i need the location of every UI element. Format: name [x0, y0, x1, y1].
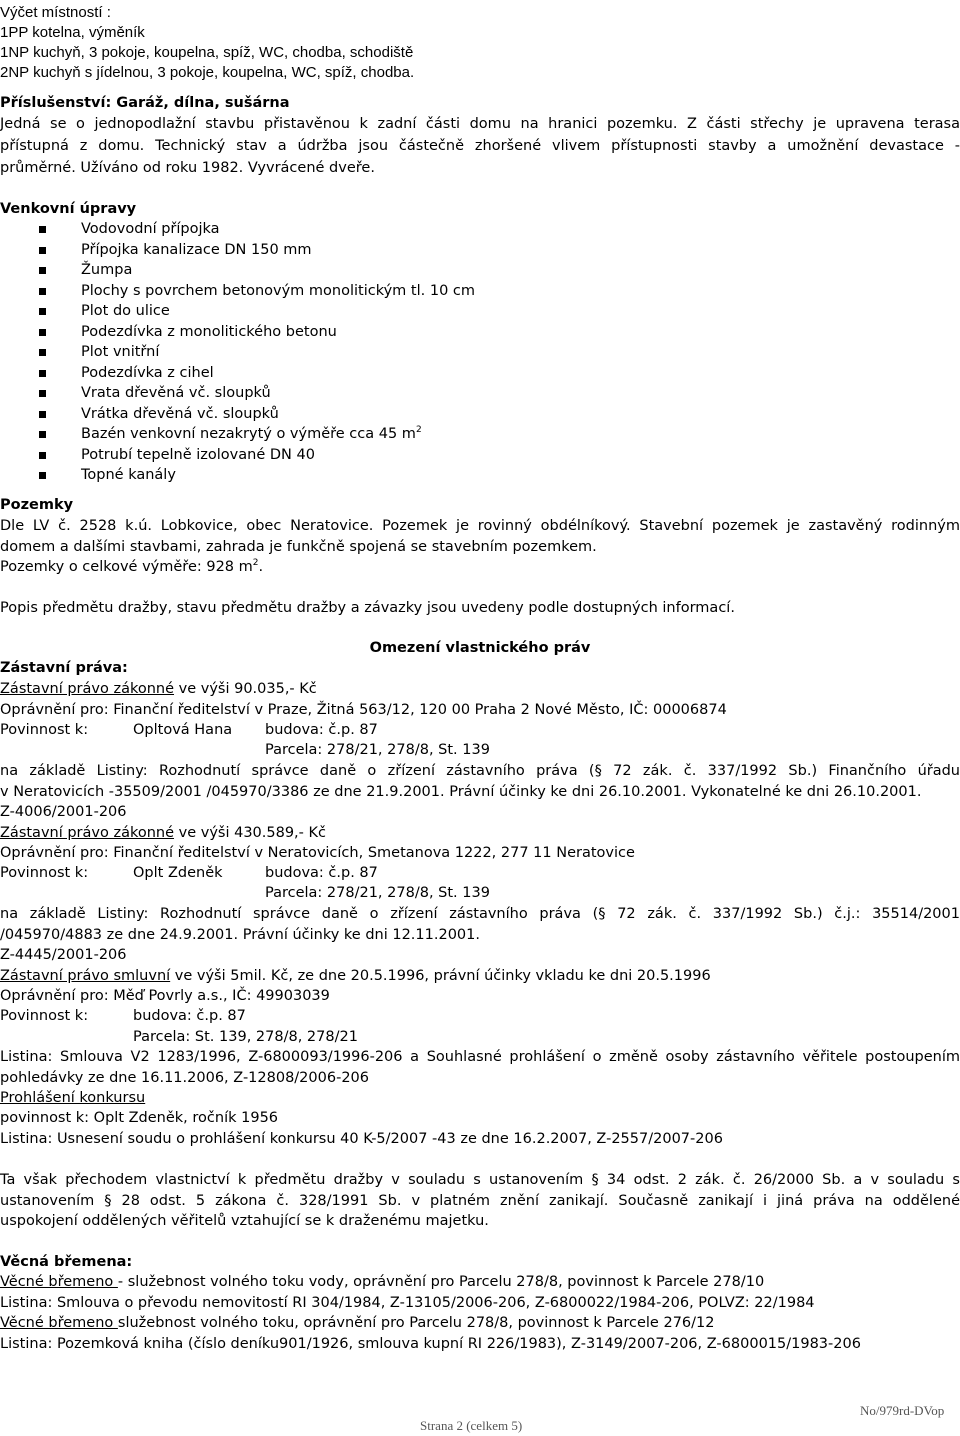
rooms-1pp: 1PP kotelna, výměník — [0, 24, 145, 41]
bullet-icon — [39, 349, 46, 356]
superscript: 2 — [252, 558, 259, 569]
bullet-icon — [39, 472, 46, 479]
rooms-2np: 2NP kuchyň s jídelnou, 3 pokoje, koupelna, WC, spíž, chodba. — [0, 64, 415, 81]
bankruptcy-doc: Listina: Usnesení soudu o prohlášení konkursu 40 K-5/2007 -43 ze dne 16.2.2007, Z-2557/2007-206 — [0, 1131, 723, 1147]
outdoor-item: Vodovodní přípojka — [81, 221, 220, 237]
lien-1-obligor: Povinnost k: Opltová Hana budova: č.p. 87 — [0, 722, 378, 738]
outdoor-item: Plot vnitřní — [81, 344, 160, 360]
bullet-icon — [39, 370, 46, 377]
transfer-line-1: Ta však přechodem vlastnictví k předmětu dražby v souladu s ustanovením § 34 odst. 2 zák. č. 26/2000 Sb. a v souladu s — [0, 1172, 960, 1188]
easement-1-doc: Listina: Smlouva o převodu nemovitostí RI 304/1984, Z-13105/2006-206, Z-6800022/1984-206, POLVZ: 22/1984 — [0, 1295, 815, 1311]
rooms-1np: 1NP kuchyň, 3 pokoje, koupelna, spíž, WC, chodba, schodiště — [0, 44, 414, 61]
lien-2-title: Zástavní právo zákonné ve výši 430.589,- Kč — [0, 825, 326, 841]
land-note: Popis předmětu dražby, stavu předmětu dražby a závazky jsou uvedeny podle dostupných informací. — [0, 600, 735, 616]
lien-1-ref: Z-4006/2001-206 — [0, 804, 127, 820]
bullet-icon — [39, 308, 46, 315]
lien-3-title: Zástavní právo smluvní ve výši 5mil. Kč, ze dne 20.5.1996, právní účinky vkladu ke dni 20.5.1996 — [0, 968, 711, 984]
outdoor-item-pool: Bazén venkovní nezakrytý o výměře cca 45 $m^2$ — [81, 425, 422, 442]
bankruptcy-obligor: povinnost k: Oplt Zdeněk, ročník 1956 — [0, 1110, 279, 1126]
rooms-heading: Výčet místností : — [0, 4, 111, 21]
outdoor-item: Potrubí tepelně izolované DN 40 — [81, 447, 315, 463]
transfer-line-2: ustanovením § 28 odst. 5 zákona č. 328/1991 Sb. v platném znění zanikají. Současně zanikají i jiná práva na oddělené — [0, 1193, 960, 1209]
accessories-line-1: Jedná se o jednopodlažní stavbu přistavěnou k zadní části domu na hranici pozemku. Z části střechy je upravena terasa — [0, 116, 960, 132]
land-area: Pozemky o celkové výměře: 928 $m^2$. — [0, 558, 264, 575]
land-line-2: domem a dalšími stavbami, zahrada je funkčně spojená se stavebním pozemkem. — [0, 539, 597, 555]
restrictions-heading: Omezení vlastnického práv — [369, 640, 591, 656]
accessories-line-3: průměrné. Užíváno od roku 1982. Vyvrácené dveře. — [0, 160, 375, 176]
bullet-icon — [39, 390, 46, 397]
lien-1-basis-2: v Neratovicích -35509/2001 /045970/3386 ze dne 21.9.2001. Právní účinky ke dni 26.10.2001. Vykonatelné ke dni 26.10.2001. — [0, 784, 922, 800]
accessories-line-2: přístupná z domu. Technický stav a údržba jsou částečně zhoršené vlivem přístupnosti stavby a umožnění devastace - — [0, 138, 960, 154]
lien-2-parcels: Parcela: 278/21, 278/8, St. 139 — [265, 885, 490, 901]
outdoor-item: Plot do ulice — [81, 303, 170, 319]
page-number: Strana 2 (celkem 5) — [420, 1418, 523, 1433]
lien-1-parcels: Parcela: 278/21, 278/8, St. 139 — [265, 742, 490, 758]
accessories-heading: Příslušenství: Garáž, dílna, sušárna — [0, 95, 290, 111]
lien-3-doc-1: Listina: Smlouva V2 1283/1996, Z-6800093/1996-206 a Souhlasné prohlášení o změně osoby zástavního věřitele postoupením — [0, 1049, 960, 1065]
bullet-icon — [39, 329, 46, 336]
easement-2-doc: Listina: Pozemková kniha (číslo deníku901/1926, smlouva kupní RI 226/1983), Z-3149/2007-206, Z-6800015/1983-206 — [0, 1336, 861, 1352]
lien-3-obligor: Povinnost k: budova: č.p. 87 — [0, 1008, 246, 1024]
lien-1-basis-1: na základě Listiny: Rozhodnutí správce daně o zřízení zástavního práva (§ 72 zák. č. 337/1992 Sb.) Finančního úřadu — [0, 763, 960, 779]
easements-heading: Věcná břemena: — [0, 1254, 133, 1270]
lien-2-creditor: Oprávnění pro: Finanční ředitelství v Neratovicích, Smetanova 1222, 277 11 Neratovice — [0, 845, 635, 861]
transfer-line-3: uspokojení oddělených věřitelů vztahující se k draženému majetku. — [0, 1213, 489, 1229]
outdoor-item: Podezdívka z monolitického betonu — [81, 324, 337, 340]
bullet-icon — [39, 226, 46, 233]
outdoor-item: Topné kanály — [81, 467, 176, 483]
lien-1-creditor: Oprávnění pro: Finanční ředitelství v Praze, Žitná 563/12, 120 00 Praha 2 Nové Město, IČ: 00006874 — [0, 702, 727, 718]
lien-2-obligor: Povinnost k: Oplt Zdeněk budova: č.p. 87 — [0, 865, 378, 881]
bullet-icon — [39, 452, 46, 459]
lien-1-title: Zástavní právo zákonné ve výši 90.035,- Kč — [0, 681, 317, 697]
lien-2-basis-2: /045970/4883 ze dne 24.9.2001. Právní účinky ke dni 12.11.2001. — [0, 927, 480, 943]
outdoor-heading: Venkovní úpravy — [0, 201, 137, 217]
land-heading: Pozemky — [0, 497, 74, 513]
superscript: 2 — [415, 425, 422, 436]
lien-3-doc-2: pohledávky ze dne 16.11.2006, Z-12808/2006-206 — [0, 1070, 369, 1086]
lien-3-parcels: Parcela: St. 139, 278/8, 278/21 — [133, 1029, 358, 1045]
bullet-icon — [39, 288, 46, 295]
bullet-icon — [39, 431, 46, 438]
lien-2-ref: Z-4445/2001-206 — [0, 947, 127, 963]
easement-1: Věcné břemeno - služebnost volného toku vody, oprávnění pro Parcelu 278/8, povinnost k Parcele 278/10 — [0, 1274, 765, 1290]
bullet-icon — [39, 247, 46, 254]
outdoor-item: Přípojka kanalizace DN 150 mm — [81, 242, 312, 258]
outdoor-item: Žumpa — [81, 262, 133, 278]
outdoor-item: Podezdívka z cihel — [81, 365, 214, 381]
outdoor-item: Vrata dřevěná vč. sloupků — [81, 385, 271, 401]
land-line-1: Dle LV č. 2528 k.ú. Lobkovice, obec Neratovice. Pozemek je rovinný obdélníkový. Stavební pozemek je zastavěný rodinným — [0, 518, 960, 534]
outdoor-item: Plochy s povrchem betonovým monolitickým tl. 10 cm — [81, 283, 475, 299]
outdoor-item: Vrátka dřevěná vč. sloupků — [81, 406, 279, 422]
lien-2-basis-1: na základě Listiny: Rozhodnutí správce daně o zřízení zástavního práva (§ 72 zák. č. 337/1992 Sb.) č.j.: 35514/2001 — [0, 906, 960, 922]
bankruptcy-title: Prohlášení konkursu — [0, 1090, 146, 1106]
bullet-icon — [39, 267, 46, 274]
lien-3-creditor: Oprávnění pro: Měď Povrly a.s., IČ: 49903039 — [0, 988, 330, 1004]
document-code: No/979rd-DVop — [860, 1403, 945, 1418]
liens-heading: Zástavní práva: — [0, 660, 128, 676]
bullet-icon — [39, 411, 46, 418]
easement-2: Věcné břemeno služebnost volného toku, oprávnění pro Parcelu 278/8, povinnost k Parcele 276/12 — [0, 1315, 715, 1331]
